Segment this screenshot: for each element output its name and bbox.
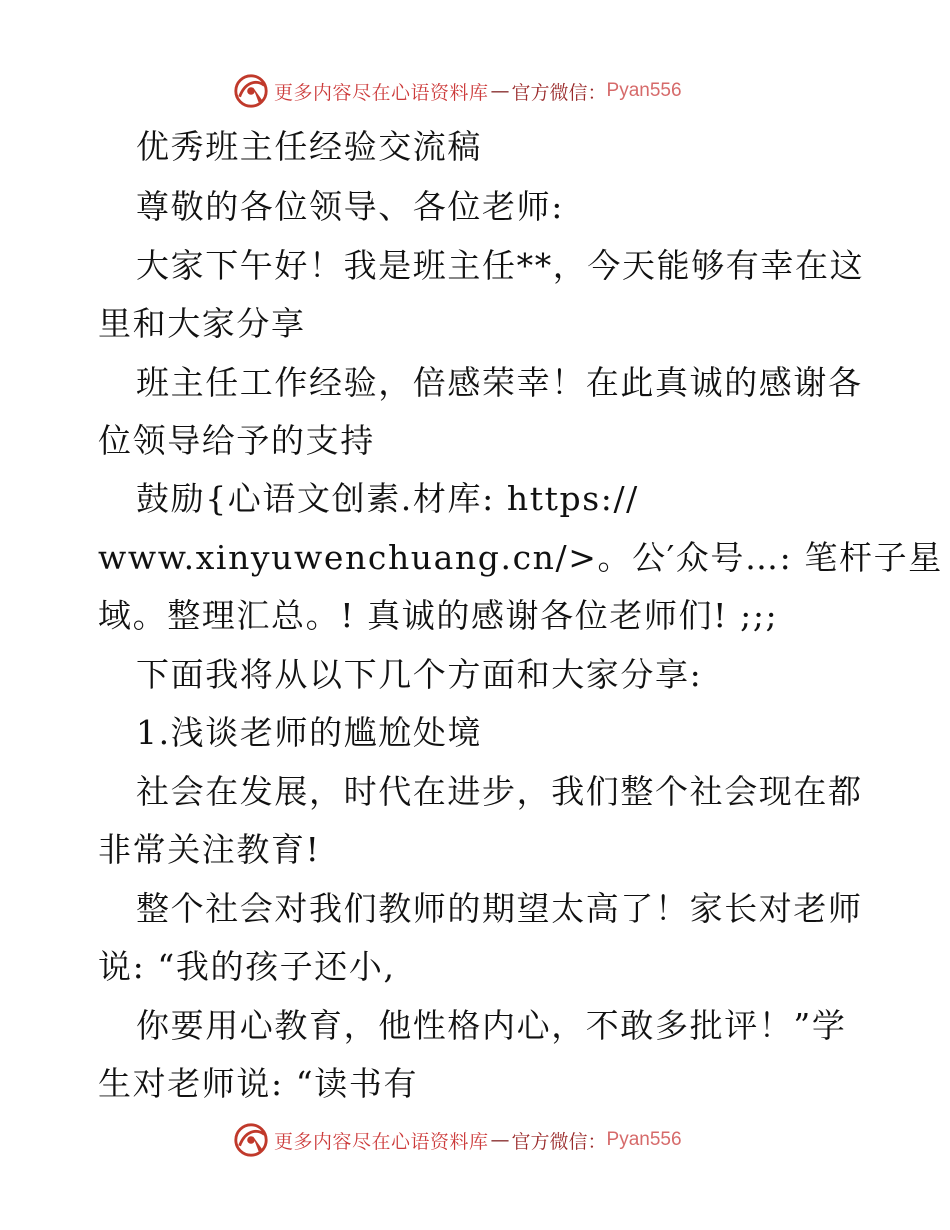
footer-watermark-banner [232,1120,752,1160]
paragraph-line: 社会在发展，时代在进步，我们整个社会现在都 [136,772,863,811]
document-title: 优秀班主任经验交流稿 [136,127,482,166]
banner-separator: — [490,80,510,102]
banner-separator: — [490,1129,510,1151]
paragraph-line: 下面我将从以下几个方面和大家分享: [136,655,703,694]
banner-wechat-id: Pyan556 [606,80,682,101]
paragraph-line: 域。整理汇总。! 真诚的感谢各位老师们! ;;; [98,596,779,635]
paragraph-line: 位领导给予的支持 [98,421,375,460]
paragraph-line: www.xinyuwenchuang.cn/>。公′众号…: 笔杆子星 [98,538,943,577]
paragraph-line: 班主任工作经验，倍感荣幸！在此真诚的感谢各 [136,363,863,402]
paragraph-line: 整个社会对我们教师的期望太高了！家长对老师 [136,889,863,928]
paragraph-line: 生对老师说: “读书有 [98,1064,419,1103]
paragraph-line: 非常关注教育! [98,830,321,869]
paragraph-line: 大家下午好！我是班主任**，今天能够有幸在这 [136,246,865,285]
banner-text: 更多内容尽在心语资料库 [274,1130,489,1153]
paragraph-line: 你要用心教育，他性格内心，不敢多批评！”学 [136,1006,847,1045]
paragraph-line: 鼓励{心语文创素.材库: https:// [136,479,639,518]
brand-logo-icon [232,1121,270,1159]
banner-wechat-id: Pyan556 [606,1129,682,1150]
header-watermark-banner [232,71,752,111]
paragraph-line: 里和大家分享 [98,304,306,343]
brand-logo-icon [232,72,270,110]
banner-text: 更多内容尽在心语资料库 [274,81,489,104]
section-heading: 1.浅谈老师的尴尬处境 [136,713,483,752]
paragraph-line: 说: “我的孩子还小, [98,947,396,986]
banner-wechat-label: 官方微信： [511,81,607,104]
banner-wechat-label: 官方微信： [511,1130,607,1153]
greeting-line: 尊敬的各位领导、各位老师: [136,187,564,226]
